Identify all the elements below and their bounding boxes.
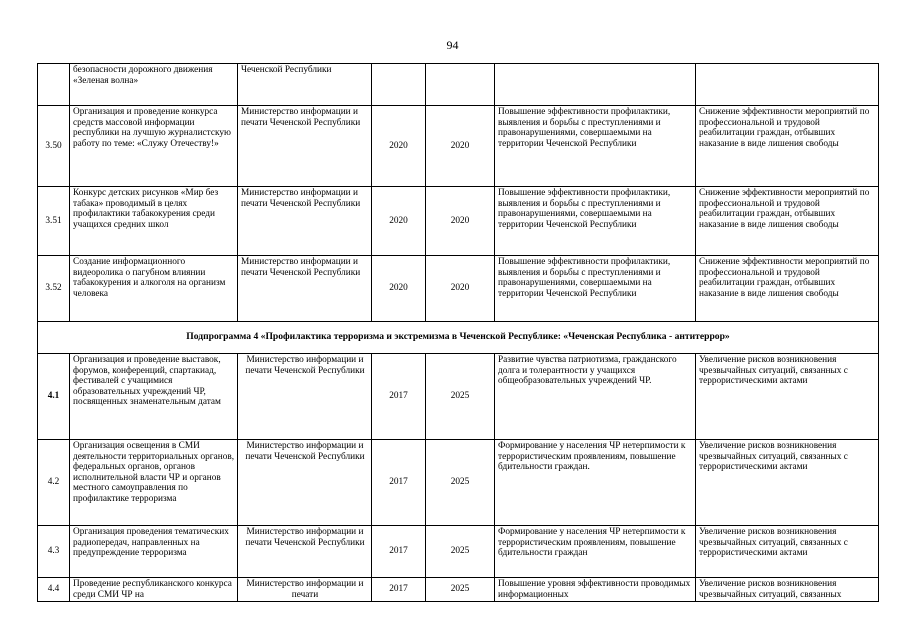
cell-executor: Министерство информации и печати Чеченской Республики [238, 187, 372, 256]
cell-activity: Организация освещения в СМИ деятельности территориальных органов, федеральных органов, органов исполнительной власти ЧР и органов местного самоуправления по профилактике терроризма [70, 440, 238, 526]
cell-activity: Создание информационного видеоролика о пагубном влиянии табакокурения и алкоголя на организм человека [70, 256, 238, 322]
cell-result: Повышение уровня эффективности проводимых информационных [495, 578, 696, 602]
cell-start [372, 64, 426, 106]
cell-consequence: Снижение эффективности мероприятий по профессиональной и трудовой реабилитации граждан, отбывших наказание в виде лишения свободы [696, 256, 879, 322]
table-row [38, 440, 879, 526]
cell-activity: Организация проведения тематических радиопередач, направленных на предупреждение терроризма [70, 526, 238, 578]
table-row [38, 256, 879, 322]
cell-executor: Министерство информации и печати Чеченской Республики [238, 526, 372, 578]
cell-activity: Проведение республиканского конкурса среди СМИ ЧР на [70, 578, 238, 602]
cell-end: 2025 [426, 440, 495, 526]
cell-start: 2017 [372, 440, 426, 526]
cell-end: 2025 [426, 578, 495, 602]
table-row [38, 187, 879, 256]
cell-end: 2025 [426, 354, 495, 440]
table-row [38, 526, 879, 578]
cell-end [426, 64, 495, 106]
program-activities-table [37, 63, 879, 602]
cell-executor: Министерство информации и печати Чеченской Республики [238, 256, 372, 322]
cell-num: 3.51 [38, 187, 70, 256]
cell-consequence: Снижение эффективности мероприятий по профессиональной и трудовой реабилитации граждан, отбывших наказание в виде лишения свободы [696, 187, 879, 256]
cell-result [495, 64, 696, 106]
cell-start: 2017 [372, 578, 426, 602]
cell-consequence: Снижение эффективности мероприятий по профессиональной и трудовой реабилитации граждан, отбывших наказание в виде лишения свободы [696, 106, 879, 187]
continued-row [38, 64, 879, 106]
cell-result: Формирование у населения ЧР нетерпимости к террористическим проявлениям, повышение бдительности граждан. [495, 440, 696, 526]
cell-num [38, 64, 70, 106]
cell-consequence: Увеличение рисков возникновения чрезвычайных ситуаций, связанных с террористическими актами [696, 440, 879, 526]
cell-consequence: Увеличение рисков возникновения чрезвычайных ситуаций, связанных с террористическими актами [696, 526, 879, 578]
cell-executor: Министерство информации и печати [238, 578, 372, 602]
cell-num: 4.3 [38, 526, 70, 578]
cell-end: 2020 [426, 256, 495, 322]
table-row [38, 106, 879, 187]
cell-activity: безопасности дорожного движения «Зеленая волна» [70, 64, 238, 106]
cell-start: 2017 [372, 526, 426, 578]
subprogram-header-row [38, 322, 879, 354]
cell-consequence [696, 64, 879, 106]
cell-start: 2017 [372, 354, 426, 440]
cell-num: 4.4 [38, 578, 70, 602]
cell-activity: Конкурс детских рисунков «Мир без табака» проводимый в целях профилактики табакокурения среди учащихся средних школ [70, 187, 238, 256]
cell-start: 2020 [372, 256, 426, 322]
cell-end: 2020 [426, 187, 495, 256]
cell-end: 2025 [426, 526, 495, 578]
cell-num: 4.2 [38, 440, 70, 526]
cell-result: Повышение эффективности профилактики, выявления и борьбы с преступлениями и правонарушениями, совершаемыми на территории Чеченской Республики [495, 187, 696, 256]
table-row [38, 354, 879, 440]
cell-executor: Министерство информации и печати Чеченской Республики [238, 354, 372, 440]
cell-start: 2020 [372, 187, 426, 256]
cell-result: Формирование у населения ЧР нетерпимости к террористическим проявлениям, повышение бдительности граждан [495, 526, 696, 578]
cell-executor: Министерство информации и печати Чеченской Республики [238, 440, 372, 526]
cell-start: 2020 [372, 106, 426, 187]
cell-result: Развитие чувства патриотизма, гражданского долга и толерантности у учащихся общеобразовательных учреждений ЧР. [495, 354, 696, 440]
cell-consequence: Увеличение рисков возникновения чрезвычайных ситуаций, связанных с террористическими актами [696, 354, 879, 440]
cell-executor: Чеченской Республики [238, 64, 372, 106]
cell-result: Повышение эффективности профилактики, выявления и борьбы с преступлениями и правонарушениями, совершаемыми на территории Чеченской Республики [495, 256, 696, 322]
cell-num: 4.1 [38, 354, 70, 440]
cell-consequence: Увеличение рисков возникновения чрезвычайных ситуаций, связанных [696, 578, 879, 602]
subprogram-title: Подпрограмма 4 «Профилактика терроризма и экстремизма в Чеченской Республике: «Чеченская Республика - антитеррор» [38, 322, 879, 354]
cell-executor: Министерство информации и печати Чеченской Республики [238, 106, 372, 187]
cell-num: 3.50 [38, 106, 70, 187]
cell-activity: Организация и проведение выставок, форумов, конференций, спартакиад, фестивалей с учащимися образовательных учреждений ЧР, посвященных знаменательным датам [70, 354, 238, 440]
cell-result: Повышение эффективности профилактики, выявления и борьбы с преступлениями и правонарушениями, совершаемыми на территории Чеченской Республики [495, 106, 696, 187]
cell-end: 2020 [426, 106, 495, 187]
table-row [38, 578, 879, 602]
cell-activity: Организация и проведение конкурса средств массовой информации республики на лучшую журналистскую работу по теме: «Служу Отечеству!» [70, 106, 238, 187]
cell-num: 3.52 [38, 256, 70, 322]
page-number: 94 [446, 38, 459, 52]
